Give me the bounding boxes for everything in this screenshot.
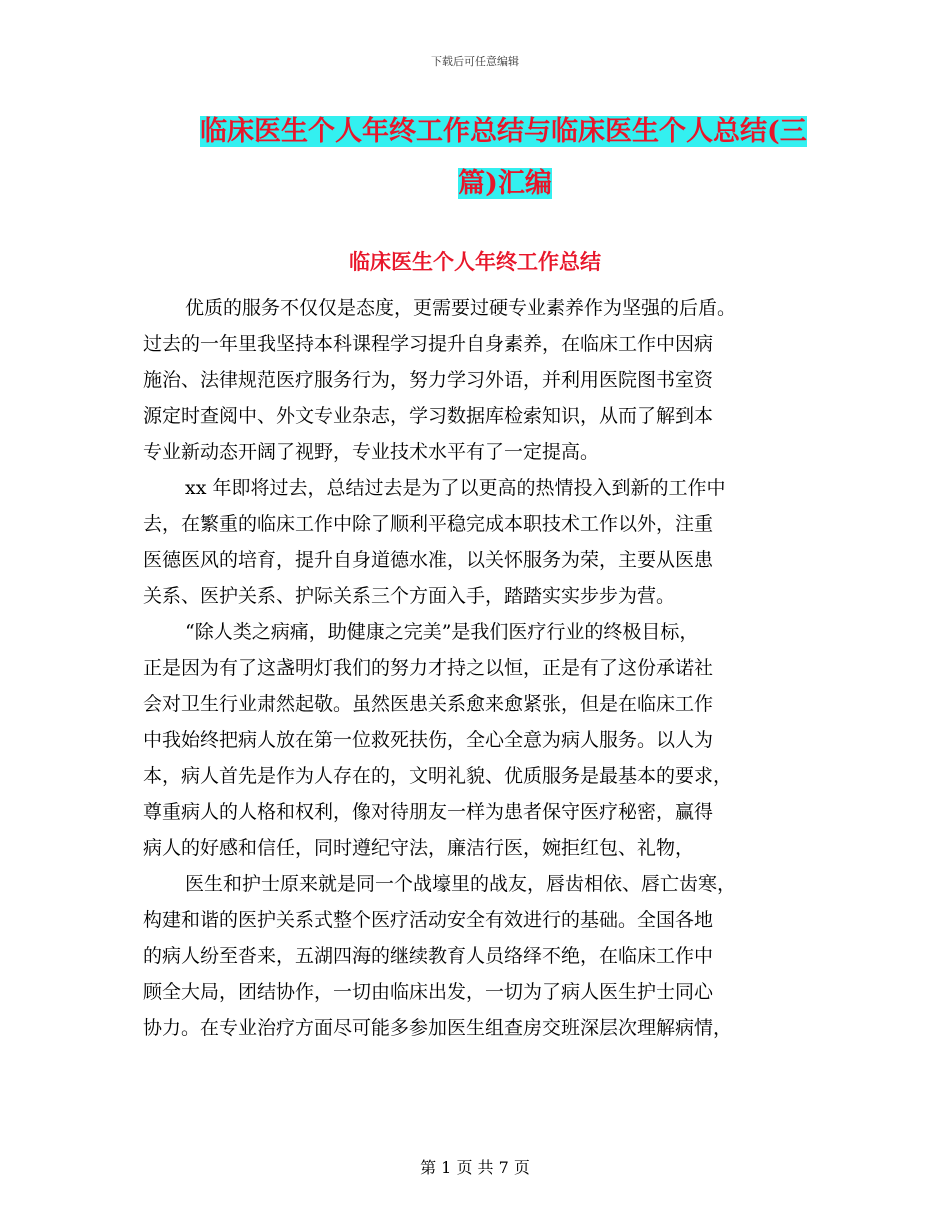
page-footer: 第 1 页 共 7 页 (420, 1158, 530, 1177)
paragraph-line: 的病人纷至沓来，五湖四海的继续教育人员络绎不绝，在临床工作中 (143, 945, 714, 967)
paragraph-line: xx 年即将过去，总结过去是为了以更高的热情投入到新的工作中 (185, 477, 726, 499)
paragraph-line: 去，在繁重的临床工作中除了顺利平稳完成本职技术工作以外，注重 (143, 513, 714, 535)
paragraph-line: 施治、法律规范医疗服务行为，努力学习外语，并利用医院图书室资 (143, 369, 714, 391)
paragraph-line: 源定时查阅中、外文专业杂志，学习数据库检索知识，从而了解到本 (143, 405, 714, 427)
paragraph-line: 顾全大局，团结协作，一切由临床出发，一切为了病人医生护士同心 (143, 981, 714, 1003)
paragraph-line: 中我始终把病人放在第一位救死扶伤，全心全意为病人服务。以人为 (143, 729, 714, 751)
paragraph-line: 本，病人首先是作为人存在的，文明礼貌、优质服务是最基本的要求， (143, 765, 733, 787)
title-line-1: 临床医生个人年终工作总结与临床医生个人总结(三 (200, 116, 807, 147)
title-line-2: 篇)汇编 (458, 168, 552, 199)
paragraph-line: 关系、医护关系、护际关系三个方面入手，踏踏实实步步为营。 (143, 585, 676, 607)
paragraph-line: 正是因为有了这盏明灯我们的努力才持之以恒，正是有了这份承诺社 (143, 657, 714, 679)
paragraph-line: 病人的好感和信任，同时遵纪守法，廉洁行医，婉拒红包、礼物， (143, 837, 695, 859)
paragraph (143, 614, 818, 866)
paragraph-line: 协力。在专业治疗方面尽可能多参加医生组查房交班深层次理解病情， (143, 1017, 733, 1039)
paragraph-line: 医德医风的培育，提升自身道德水准，以关怀服务为荣，主要从医患 (143, 549, 714, 571)
body-text (143, 290, 818, 1046)
paragraph (143, 470, 818, 614)
paragraph-line: 优质的服务不仅仅是态度，更需要过硬专业素养作为坚强的后盾。 (185, 297, 737, 319)
paragraph-line: 过去的一年里我坚持本科课程学习提升自身素养，在临床工作中因病 (143, 333, 714, 355)
paragraph (143, 290, 818, 470)
paragraph-line: 专业新动态开阔了视野，专业技术水平有了一定提高。 (143, 441, 600, 463)
paragraph-line: 构建和谐的医护关系式整个医疗活动安全有效进行的基础。全国各地 (143, 909, 714, 931)
paragraph (143, 866, 818, 1046)
section-title: 临床医生个人年终工作总结 (349, 249, 601, 274)
header-note: 下载后可任意编辑 (431, 55, 519, 68)
document-title (200, 106, 810, 210)
paragraph-line: 医生和护士原来就是同一个战壕里的战友，唇齿相依、唇亡齿寒， (185, 873, 737, 895)
paragraph-line: “除人类之病痛，助健康之完美”是我们医疗行业的终极目标， (185, 621, 699, 643)
paragraph-line: 会对卫生行业肃然起敬。虽然医患关系愈来愈紧张，但是在临床工作 (143, 693, 714, 715)
paragraph-line: 尊重病人的人格和权利，像对待朋友一样为患者保守医疗秘密，赢得 (143, 801, 714, 823)
